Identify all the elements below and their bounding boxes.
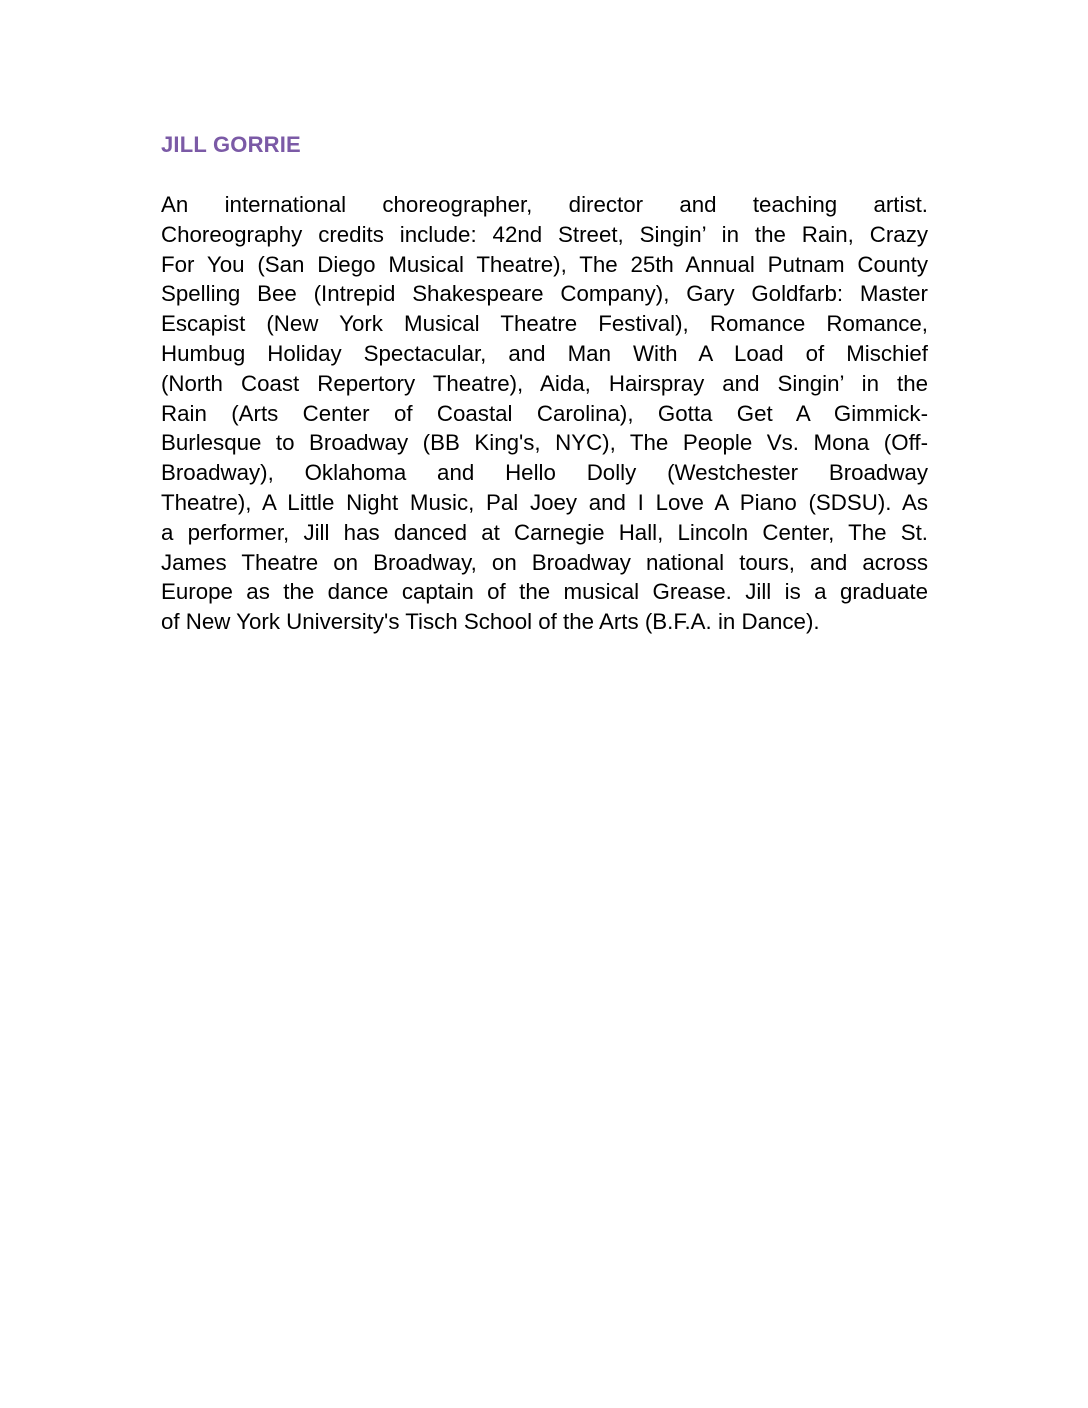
bio-line: Burlesque to Broadway (BB King's, NYC), The People Vs. Mona (Off-: [161, 430, 928, 456]
bio-line: (North Coast Repertory Theatre), Aida, Hairspray and Singin’ in the: [161, 370, 928, 396]
bio-line: Broadway), Oklahoma and Hello Dolly (Westchester Broadway: [161, 460, 928, 486]
bio-line: Humbug Holiday Spectacular, and Man With A Load of Mischief: [161, 340, 928, 366]
bio-line: Rain (Arts Center of Coastal Carolina), Gotta Get A Gimmick-: [161, 400, 928, 426]
bio-line: Escapist (New York Musical Theatre Festival), Romance Romance,: [161, 311, 928, 337]
bio-line: For You (San Diego Musical Theatre), The 25th Annual Putnam County: [161, 251, 928, 277]
bio-line: Europe as the dance captain of the musical Grease. Jill is a graduate: [161, 579, 928, 605]
bio-line: Theatre), A Little Night Music, Pal Joey and I Love A Piano (SDSU). As: [161, 489, 928, 515]
biography-paragraph: [161, 190, 928, 637]
bio-line: a performer, Jill has danced at Carnegie Hall, Lincoln Center, The St.: [161, 519, 928, 545]
bio-line: Choreography credits include: 42nd Street, Singin’ in the Rain, Crazy: [161, 221, 928, 247]
bio-line: of New York University's Tisch School of the Arts (B.F.A. in Dance).: [161, 609, 820, 635]
person-name-heading: JILL GORRIE: [161, 132, 301, 157]
bio-line: Spelling Bee (Intrepid Shakespeare Company), Gary Goldfarb: Master: [161, 281, 928, 307]
bio-line: An international choreographer, director and teaching artist.: [161, 192, 928, 217]
bio-line: James Theatre on Broadway, on Broadway national tours, and across: [161, 549, 928, 575]
